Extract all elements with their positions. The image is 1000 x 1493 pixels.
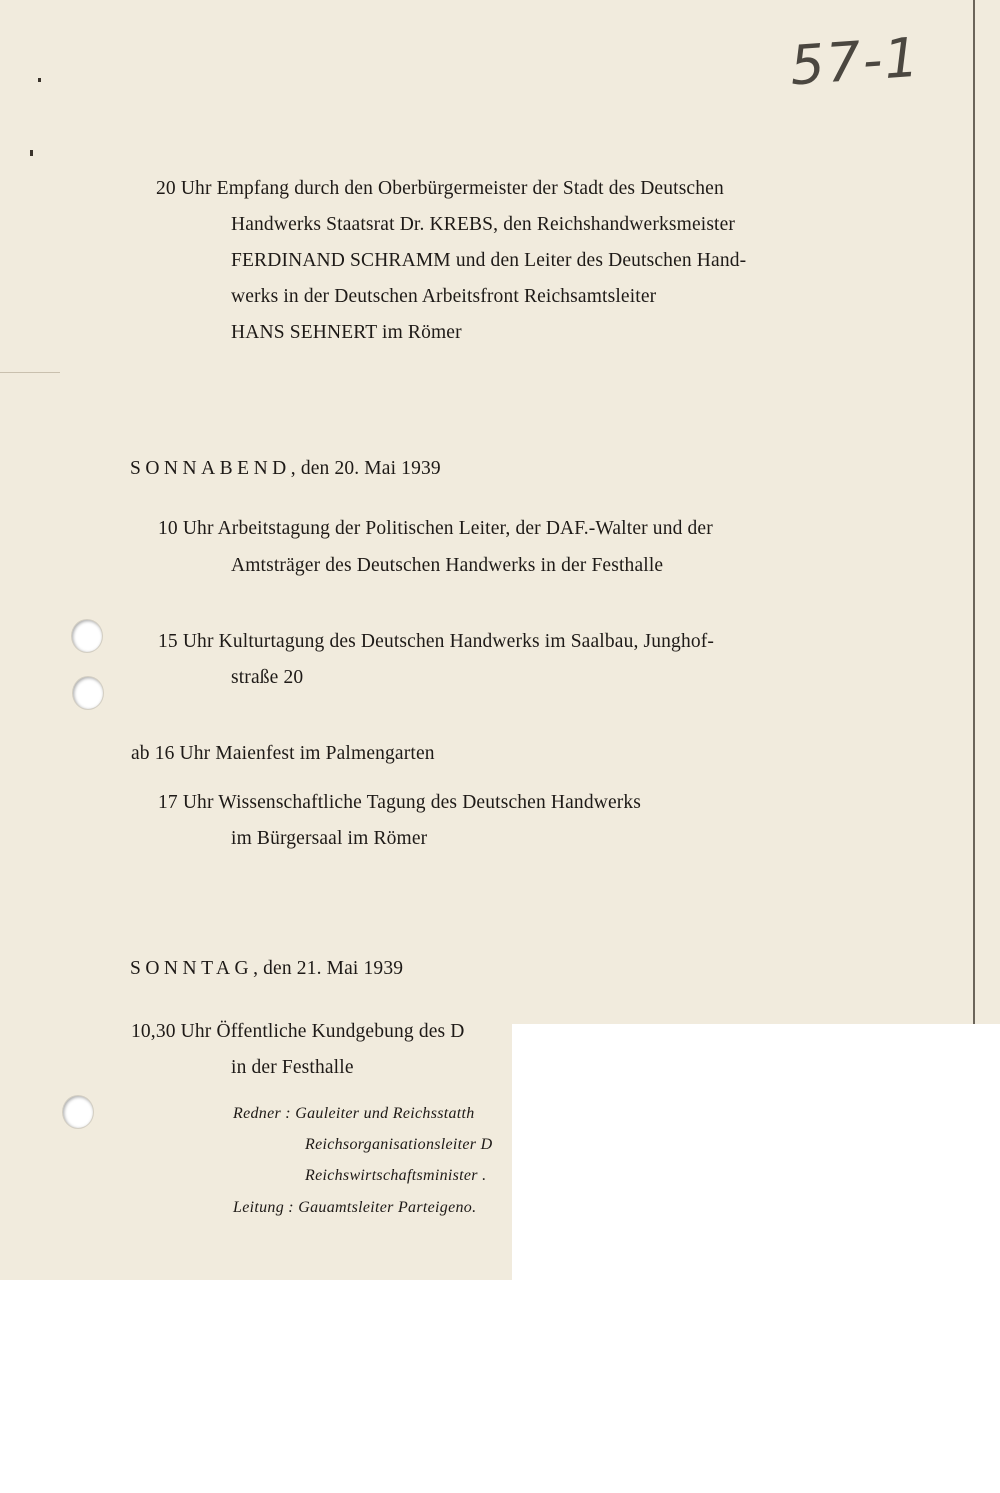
event-text: Amtsträger des Deutschen Handwerks in der Festhalle: [231, 555, 664, 576]
lead-line: [233, 1199, 476, 1217]
day-name: SONNABEND: [130, 458, 291, 479]
punch-hole: [63, 1096, 93, 1128]
fold-mark: [0, 372, 60, 373]
punch-hole: [73, 677, 103, 709]
blank-overlay: [512, 1024, 1000, 1493]
event-time: 17 Uhr: [158, 792, 214, 813]
speaker-label: Redner :: [233, 1105, 291, 1122]
page-number: 57-1: [787, 25, 923, 98]
event-text: Arbeitstagung der Politischen Leiter, der DAF.-Walter und der: [217, 518, 713, 539]
event-time: 10,30 Uhr: [131, 1021, 212, 1042]
event-text: Kulturtagung des Deutschen Handwerks im Saalbau, Junghof-: [218, 631, 715, 652]
lead-name: Gauamtsleiter Parteigeno.: [298, 1199, 477, 1216]
event-line: [158, 792, 641, 814]
event-text: HANS SEHNERT im Römer: [231, 322, 462, 343]
punch-hole: [72, 620, 102, 652]
page-edge: [973, 0, 975, 1024]
event-text: Empfang durch den Oberbürgermeister der Stadt des Deutschen: [216, 178, 724, 199]
event-text: werks in der Deutschen Arbeitsfront Reichsamtsleiter: [231, 286, 657, 307]
event-text: in der Festhalle: [231, 1057, 354, 1078]
event-text: straße 20: [231, 667, 304, 688]
day-date: , den 20. Mai 1939: [290, 458, 441, 479]
event-line: [131, 743, 435, 765]
day-heading: [130, 958, 403, 980]
event-text: Öffentliche Kundgebung des D: [216, 1021, 465, 1042]
event-text: Handwerks Staatsrat Dr. KREBS, den Reichshandwerksmeister: [231, 214, 736, 235]
event-text: Wissenschaftliche Tagung des Deutschen Handwerks: [218, 792, 642, 813]
event-line: [158, 631, 714, 653]
event-line: [156, 178, 724, 200]
day-heading: [130, 458, 441, 480]
speck: [30, 150, 33, 156]
speaker-name: Gauleiter und Reichsstatth: [295, 1105, 475, 1122]
event-text: Maienfest im Palmengarten: [215, 743, 435, 764]
event-text: FERDINAND SCHRAMM und den Leiter des Deutschen Hand-: [231, 250, 747, 271]
speck: [38, 78, 41, 82]
speaker-name: Reichswirtschaftsminister .: [305, 1167, 487, 1184]
speaker-line: [233, 1105, 475, 1123]
event-text: im Bürgersaal im Römer: [231, 828, 428, 849]
event-time: 20 Uhr: [156, 178, 212, 199]
event-time: ab 16 Uhr: [131, 743, 211, 764]
day-name: SONNTAG: [130, 958, 254, 979]
speaker-name: Reichsorganisationsleiter D: [305, 1136, 493, 1153]
event-line: [158, 518, 713, 540]
event-time: 10 Uhr: [158, 518, 214, 539]
event-time: 15 Uhr: [158, 631, 214, 652]
blank-margin: [0, 1280, 512, 1493]
event-line: [131, 1021, 465, 1043]
day-date: , den 21. Mai 1939: [253, 958, 404, 979]
lead-label: Leitung :: [233, 1199, 294, 1216]
